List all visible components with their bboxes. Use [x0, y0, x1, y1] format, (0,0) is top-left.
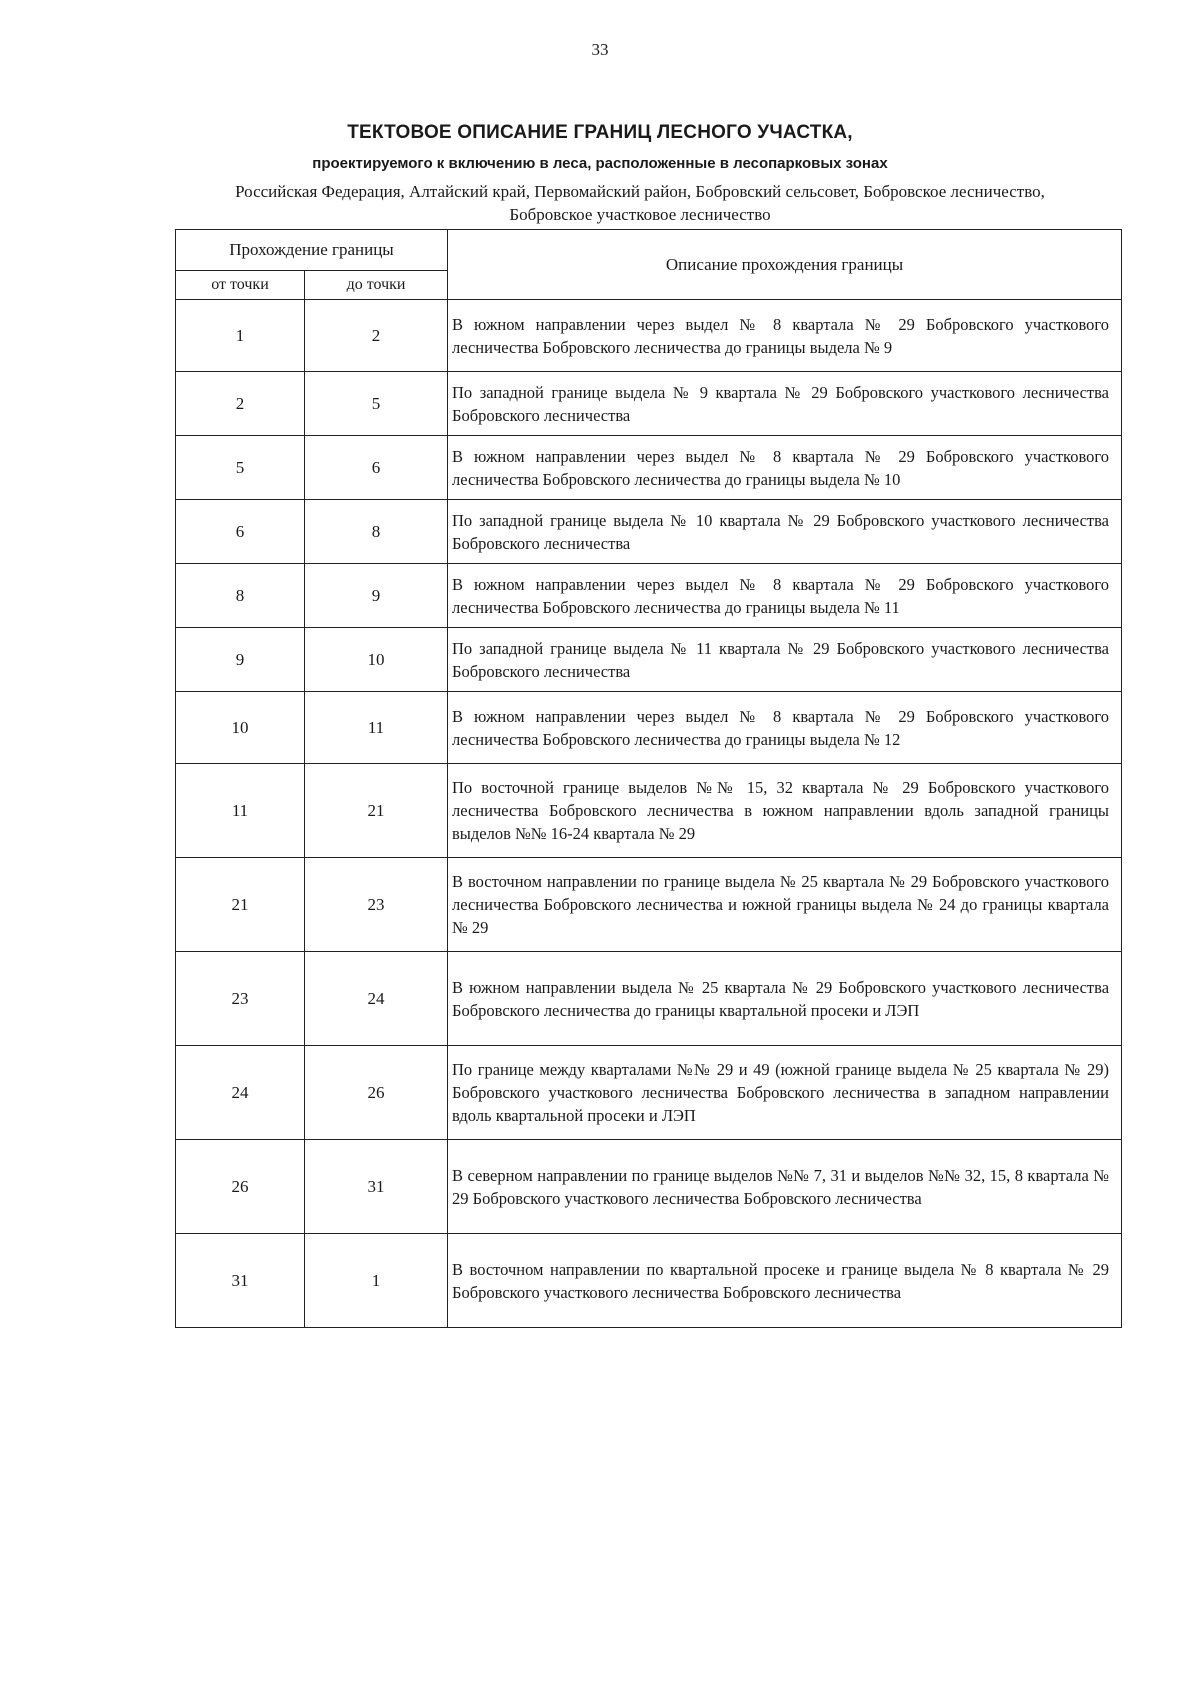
- table-row: [176, 858, 1122, 952]
- table-row: [176, 692, 1122, 764]
- boundary-description: По восточной границе выделов №№ 15, 32 квартала № 29 Бобровского участкового лесничества Бобровского лесничества в южном направлении вдоль западной границы выделов №№ 16-24 квартала № 29: [448, 764, 1122, 858]
- boundary-description: По границе между кварталами №№ 29 и 49 (южной границе выдела № 25 квартала № 29) Бобровского участкового лесничества Бобровского лесничества в западном направлении вдоль квартальной просеки и ЛЭП: [448, 1046, 1122, 1140]
- page-number: 33: [591, 40, 609, 59]
- table-row: [176, 372, 1122, 436]
- from-point: 24: [176, 1046, 305, 1140]
- from-point: 1: [176, 300, 305, 372]
- from-point: 26: [176, 1140, 305, 1234]
- from-point: 23: [176, 952, 305, 1046]
- to-point: 24: [305, 952, 448, 1046]
- document-subtitle: проектируемого к включению в леса, расположенные в лесопарковых зонах: [312, 155, 888, 172]
- table-row: [176, 764, 1122, 858]
- to-point: 5: [305, 372, 448, 436]
- to-point: 11: [305, 692, 448, 764]
- table-row: [176, 436, 1122, 500]
- table-row: [176, 1046, 1122, 1140]
- table-row: [176, 500, 1122, 564]
- boundary-description: В восточном направлении по квартальной просеке и границе выдела № 8 квартала № 29 Бобровского участкового лесничества Бобровского лесничества: [448, 1234, 1122, 1328]
- from-point: 31: [176, 1234, 305, 1328]
- to-point: 31: [305, 1140, 448, 1234]
- document-title: ТЕКТОВОЕ ОПИСАНИЕ ГРАНИЦ ЛЕСНОГО УЧАСТКА,: [347, 122, 853, 143]
- from-point: 21: [176, 858, 305, 952]
- boundary-description: В южном направлении через выдел № 8 квартала № 29 Бобровского участкового лесничества Бобровского лесничества до границы выдела № 12: [448, 692, 1122, 764]
- from-point: 8: [176, 564, 305, 628]
- table-row: [176, 300, 1122, 372]
- to-point: 10: [305, 628, 448, 692]
- from-point: 9: [176, 628, 305, 692]
- to-point: 6: [305, 436, 448, 500]
- from-point: 6: [176, 500, 305, 564]
- to-point: 21: [305, 764, 448, 858]
- table-row: [176, 952, 1122, 1046]
- to-point: 2: [305, 300, 448, 372]
- from-point: 5: [176, 436, 305, 500]
- to-point: 8: [305, 500, 448, 564]
- from-point: 2: [176, 372, 305, 436]
- boundary-table: [175, 229, 1122, 1328]
- table-row: [176, 1140, 1122, 1234]
- to-point: 1: [305, 1234, 448, 1328]
- boundary-description: В южном направлении через выдел № 8 квартала № 29 Бобровского участкового лесничества Бобровского лесничества до границы выдела № 11: [448, 564, 1122, 628]
- to-point: 9: [305, 564, 448, 628]
- to-point: 23: [305, 858, 448, 952]
- boundary-description: В южном направлении через выдел № 8 квартала № 29 Бобровского участкового лесничества Бобровского лесничества до границы выдела № 10: [448, 436, 1122, 500]
- boundary-description: По западной границе выдела № 9 квартала № 29 Бобровского участкового лесничества Бобровского лесничества: [448, 372, 1122, 436]
- header-description: Описание прохождения границы: [448, 230, 1122, 300]
- table-row: [176, 564, 1122, 628]
- boundary-description: По западной границе выдела № 11 квартала № 29 Бобровского участкового лесничества Бобровского лесничества: [448, 628, 1122, 692]
- boundary-description: В восточном направлении по границе выдела № 25 квартала № 29 Бобровского участкового лесничества Бобровского лесничества и южной границы выдела № 24 до границы квартала № 29: [448, 858, 1122, 952]
- boundary-description: В северном направлении по границе выделов №№ 7, 31 и выделов №№ 32, 15, 8 квартала № 29 Бобровского участкового лесничества Бобровского лесничества: [448, 1140, 1122, 1234]
- boundary-description: В южном направлении через выдел № 8 квартала № 29 Бобровского участкового лесничества Бобровского лесничества до границы выдела № 9: [448, 300, 1122, 372]
- from-point: 10: [176, 692, 305, 764]
- from-point: 11: [176, 764, 305, 858]
- header-boundary-passage: Прохождение границы: [176, 230, 448, 271]
- header-from-point: от точки: [176, 271, 305, 300]
- location-line: Российская Федерация, Алтайский край, Первомайский район, Бобровский сельсовет, Бобровское лесничество, Бобровское участковое лесничество: [235, 182, 1045, 224]
- boundary-description: В южном направлении выдела № 25 квартала № 29 Бобровского участкового лесничества Бобровского лесничества до границы квартальной просеки и ЛЭП: [448, 952, 1122, 1046]
- boundary-description: По западной границе выдела № 10 квартала № 29 Бобровского участкового лесничества Бобровского лесничества: [448, 500, 1122, 564]
- table-row: [176, 1234, 1122, 1328]
- to-point: 26: [305, 1046, 448, 1140]
- header-to-point: до точки: [305, 271, 448, 300]
- table-row: [176, 628, 1122, 692]
